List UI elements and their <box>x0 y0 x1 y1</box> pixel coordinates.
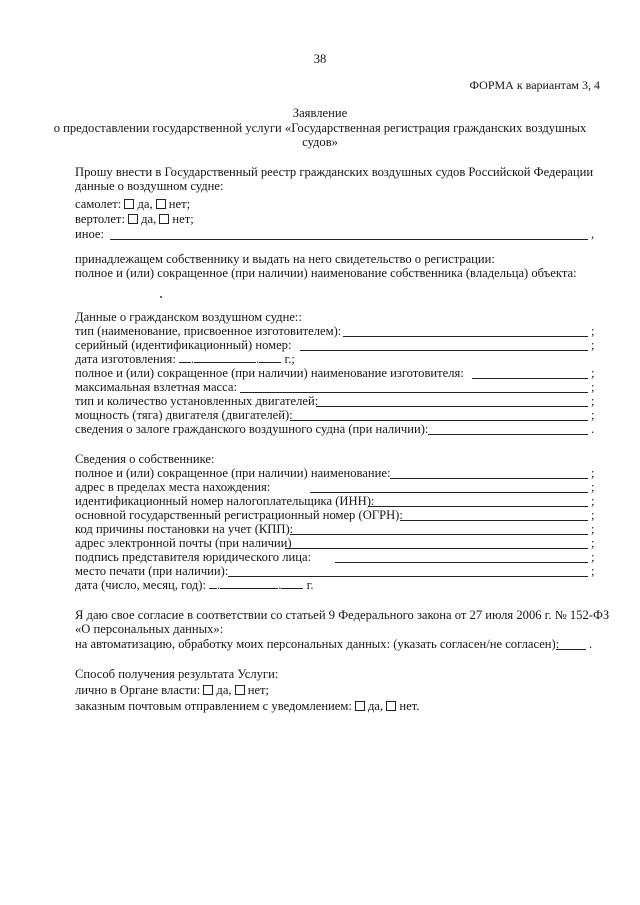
ogrn-field[interactable] <box>400 520 588 521</box>
mail-label: заказным почтовым отправлением с уведомлением: <box>75 699 352 713</box>
owner-day-field[interactable] <box>209 578 217 589</box>
signature-semicolon: ; <box>591 550 595 564</box>
date-separator: . <box>278 578 282 592</box>
plane-no-label: нет; <box>168 197 191 211</box>
owner-statement: принадлежащем собственнику и выдать на него свидетельство о регистрации: <box>75 252 495 266</box>
power-semicolon: ; <box>591 408 595 422</box>
owner-name-semicolon: ; <box>591 466 595 480</box>
kpp-semicolon: ; <box>591 522 595 536</box>
mail-yes-label: да, <box>368 699 384 713</box>
consent-line-3: на автоматизацию, обработку моих персональных данных: (указать согласен/не согласен): <box>75 637 560 651</box>
power-label: мощность (тяга) двигателя (двигателей): <box>75 408 293 422</box>
mail-yes-checkbox[interactable] <box>355 701 365 711</box>
document-title: Заявление <box>292 106 348 120</box>
stray-mark <box>160 296 162 298</box>
date-separator: . <box>256 352 260 366</box>
pledge-label: сведения о залоге гражданского воздушного судна (при наличии): <box>75 422 429 436</box>
inn-field[interactable] <box>368 506 588 507</box>
in-person-label: лично в Органе власти: <box>75 683 201 697</box>
manufacture-year-field[interactable] <box>259 352 281 363</box>
type-field[interactable] <box>343 336 588 337</box>
delivery-heading: Способ получения результата Услуги: <box>75 667 279 681</box>
email-field[interactable] <box>285 548 588 549</box>
owner-year-field[interactable] <box>281 578 303 589</box>
engines-semicolon: ; <box>591 394 595 408</box>
helicopter-no-label: нет; <box>172 212 194 226</box>
power-field[interactable] <box>290 420 588 421</box>
other-field[interactable] <box>110 239 588 240</box>
manufacture-date-suffix: г.; <box>284 352 295 366</box>
consent-line-1: Я даю свое согласие в соответствии со статьей 9 Федерального закона от 27 июля 2006 г. № 152-ФЗ <box>75 608 610 622</box>
consent-line-2: «О персональных данных»: <box>75 622 224 636</box>
date-separator: . <box>190 352 195 366</box>
type-semicolon: ; <box>591 324 595 338</box>
mail-no-checkbox[interactable] <box>386 701 396 711</box>
type-label: тип (наименование, присвоенное изготовителем): <box>75 324 342 338</box>
manufacturer-field[interactable] <box>472 378 588 379</box>
form-reference: ФОРМА к вариантам 3, 4 <box>469 78 600 92</box>
owner-name-label: полное и (или) сокращенное (при наличии) наименование собственника (владельца) объекта: <box>75 266 577 280</box>
mass-field[interactable] <box>240 392 588 393</box>
other-label: иное: <box>75 227 105 241</box>
pledge-period: . <box>591 422 595 436</box>
document-subtitle: о предоставлении государственной услуги «Государственная регистрация гражданских воздушных <box>53 121 587 135</box>
ogrn-label: основной государственный регистрационный номер (ОГРН): <box>75 508 403 522</box>
seal-field[interactable] <box>228 576 588 577</box>
seal-label: место печати (при наличии): <box>75 564 229 578</box>
in-person-row <box>75 683 269 697</box>
plane-yes-label: да, <box>137 197 153 211</box>
inn-label: идентификационный номер налогоплательщика (ИНН): <box>75 494 375 508</box>
engines-label: тип и количество установленных двигателей: <box>75 394 319 408</box>
owner-heading: Сведения о собственнике: <box>75 452 215 466</box>
ogrn-semicolon: ; <box>591 508 595 522</box>
aircraft-heading: Данные о гражданском воздушном судне:: <box>75 310 302 324</box>
owner-name-field[interactable] <box>390 478 588 479</box>
serial-semicolon: ; <box>591 338 595 352</box>
kpp-field[interactable] <box>290 534 588 535</box>
request-line-1: Прошу внести в Государственный реестр гражданских воздушных судов Российской Федерации <box>75 165 594 179</box>
manufacture-date-row <box>75 352 295 366</box>
other-end: , <box>591 227 595 241</box>
manufacturer-semicolon: ; <box>591 366 595 380</box>
address-label: адрес в пределах места нахождения: <box>75 480 271 494</box>
plane-label: самолет: <box>75 197 122 211</box>
email-semicolon: ; <box>591 536 595 550</box>
consent-field[interactable] <box>556 649 586 650</box>
owner-date-label: дата (число, месяц, год): <box>75 578 206 592</box>
signature-field[interactable] <box>335 562 588 563</box>
plane-row <box>75 197 190 211</box>
in-person-no-checkbox[interactable] <box>235 685 245 695</box>
address-field[interactable] <box>310 492 588 493</box>
manufacturer-label: полное и (или) сокращенное (при наличии) наименование изготовителя: <box>75 366 464 380</box>
owner-date-suffix: г. <box>306 578 314 592</box>
mass-semicolon: ; <box>591 380 595 394</box>
owner-date-row <box>75 578 314 592</box>
mail-row <box>75 699 419 713</box>
kpp-label: код причины постановки на учет (КПП): <box>75 522 294 536</box>
helicopter-label: вертолет: <box>75 212 125 226</box>
mass-label: максимальная взлетная масса: <box>75 380 237 394</box>
plane-no-checkbox[interactable] <box>156 199 166 209</box>
serial-label: серийный (идентификационный) номер: <box>75 338 292 352</box>
helicopter-yes-label: да, <box>141 212 157 226</box>
email-label: адрес электронной почты (при наличии) <box>75 536 292 550</box>
mail-no-label: нет. <box>399 699 420 713</box>
pledge-field[interactable] <box>428 434 588 435</box>
owner-month-field[interactable] <box>220 578 278 589</box>
serial-field[interactable] <box>300 350 588 351</box>
manufacture-day-field[interactable] <box>179 352 191 363</box>
signature-label: подпись представителя юридического лица: <box>75 550 312 564</box>
helicopter-no-checkbox[interactable] <box>159 214 169 224</box>
helicopter-row <box>75 212 194 226</box>
address-semicolon: ; <box>591 480 595 494</box>
page-number: 38 <box>313 52 327 66</box>
owner-name-field-label: полное и (или) сокращенное (при наличии) наименование: <box>75 466 391 480</box>
inn-semicolon: ; <box>591 494 595 508</box>
in-person-yes-label: да, <box>216 683 232 697</box>
request-line-2: данные о воздушном судне: <box>75 179 224 193</box>
date-separator: . <box>217 578 221 592</box>
plane-yes-checkbox[interactable] <box>124 199 134 209</box>
consent-period: . <box>589 637 593 651</box>
document-subtitle-end: судов» <box>302 135 338 149</box>
in-person-no-label: нет; <box>247 683 270 697</box>
seal-semicolon: ; <box>591 564 595 578</box>
engines-field[interactable] <box>316 406 588 407</box>
manufacture-date-label: дата изготовления: <box>75 352 176 366</box>
helicopter-yes-checkbox[interactable] <box>128 214 138 224</box>
manufacture-month-field[interactable] <box>194 352 256 363</box>
in-person-yes-checkbox[interactable] <box>203 685 213 695</box>
